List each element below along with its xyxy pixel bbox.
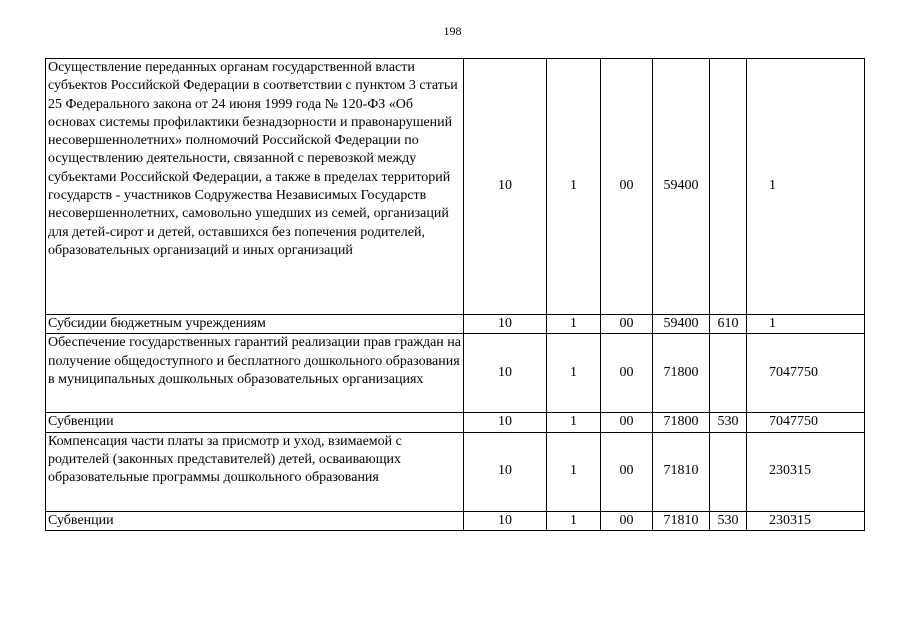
expense-name-cell: Обеспечение государственных гарантий реализации прав граждан на получение общедоступного и бесплатного дошкольного образования в муниципальных дошкольных образовательных организациях (46, 334, 464, 413)
target-article-code-cell: 71810 (653, 432, 710, 511)
section-code-cell: 10 (464, 413, 547, 432)
section-code-cell: 10 (464, 334, 547, 413)
target-article-code-cell: 59400 (653, 59, 710, 315)
expense-type-code-cell: 530 (710, 413, 747, 432)
expense-name-cell: Компенсация части платы за присмотр и уход, взимаемой с родителей (законных представителей) детей, осваивающих образовательные программы дошкольного образования (46, 432, 464, 511)
program-code-cell: 00 (601, 334, 653, 413)
subsection-code-cell: 1 (547, 315, 601, 334)
program-code-cell: 00 (601, 511, 653, 530)
table-row (46, 334, 865, 413)
program-code-cell: 00 (601, 413, 653, 432)
expense-type-code-cell (710, 334, 747, 413)
table-row (46, 59, 865, 315)
subsection-code-cell: 1 (547, 432, 601, 511)
expense-type-code-cell (710, 432, 747, 511)
section-code-cell: 10 (464, 315, 547, 334)
amount-cell: 230315 (747, 432, 865, 511)
table-row (46, 413, 865, 432)
budget-table (45, 58, 865, 531)
amount-cell: 230315 (747, 511, 865, 530)
expense-name-cell: Осуществление переданных органам государственной власти субъектов Российской Федерации в соответствии с пунктом 3 статьи 25 Федерального закона от 24 июня 1999 года № 120-ФЗ «Об основах системы профилактики безнадзорности и правонарушений несовершеннолетних» полномочий Российской Федерации по осуществлению деятельности, связанной с перевозкой между субъектами Российской Федерации, а также в пределах территорий государств - участников Содружества Независимых Государств несовершеннолетних, самовольно ушедших из семей, организаций для детей-сирот и детей, оставшихся без попечения родителей, образовательных организаций и иных организаций (46, 59, 464, 315)
program-code-cell: 00 (601, 59, 653, 315)
table-row (46, 432, 865, 511)
target-article-code-cell: 59400 (653, 315, 710, 334)
expense-name-cell: Субвенции (46, 413, 464, 432)
target-article-code-cell: 71800 (653, 334, 710, 413)
table-row (46, 511, 865, 530)
table-row (46, 315, 865, 334)
program-code-cell: 00 (601, 432, 653, 511)
subsection-code-cell: 1 (547, 413, 601, 432)
section-code-cell: 10 (464, 511, 547, 530)
expense-type-code-cell: 530 (710, 511, 747, 530)
target-article-code-cell: 71800 (653, 413, 710, 432)
page-number: 198 (443, 24, 462, 38)
expense-type-code-cell (710, 59, 747, 315)
target-article-code-cell: 71810 (653, 511, 710, 530)
subsection-code-cell: 1 (547, 59, 601, 315)
section-code-cell: 10 (464, 59, 547, 315)
expense-name-cell: Субсидии бюджетным учреждениям (46, 315, 464, 334)
expense-type-code-cell: 610 (710, 315, 747, 334)
subsection-code-cell: 1 (547, 334, 601, 413)
amount-cell: 1 (747, 315, 865, 334)
amount-cell: 7047750 (747, 413, 865, 432)
amount-cell: 1 (747, 59, 865, 315)
amount-cell: 7047750 (747, 334, 865, 413)
subsection-code-cell: 1 (547, 511, 601, 530)
expense-name-cell: Субвенции (46, 511, 464, 530)
section-code-cell: 10 (464, 432, 547, 511)
program-code-cell: 00 (601, 315, 653, 334)
